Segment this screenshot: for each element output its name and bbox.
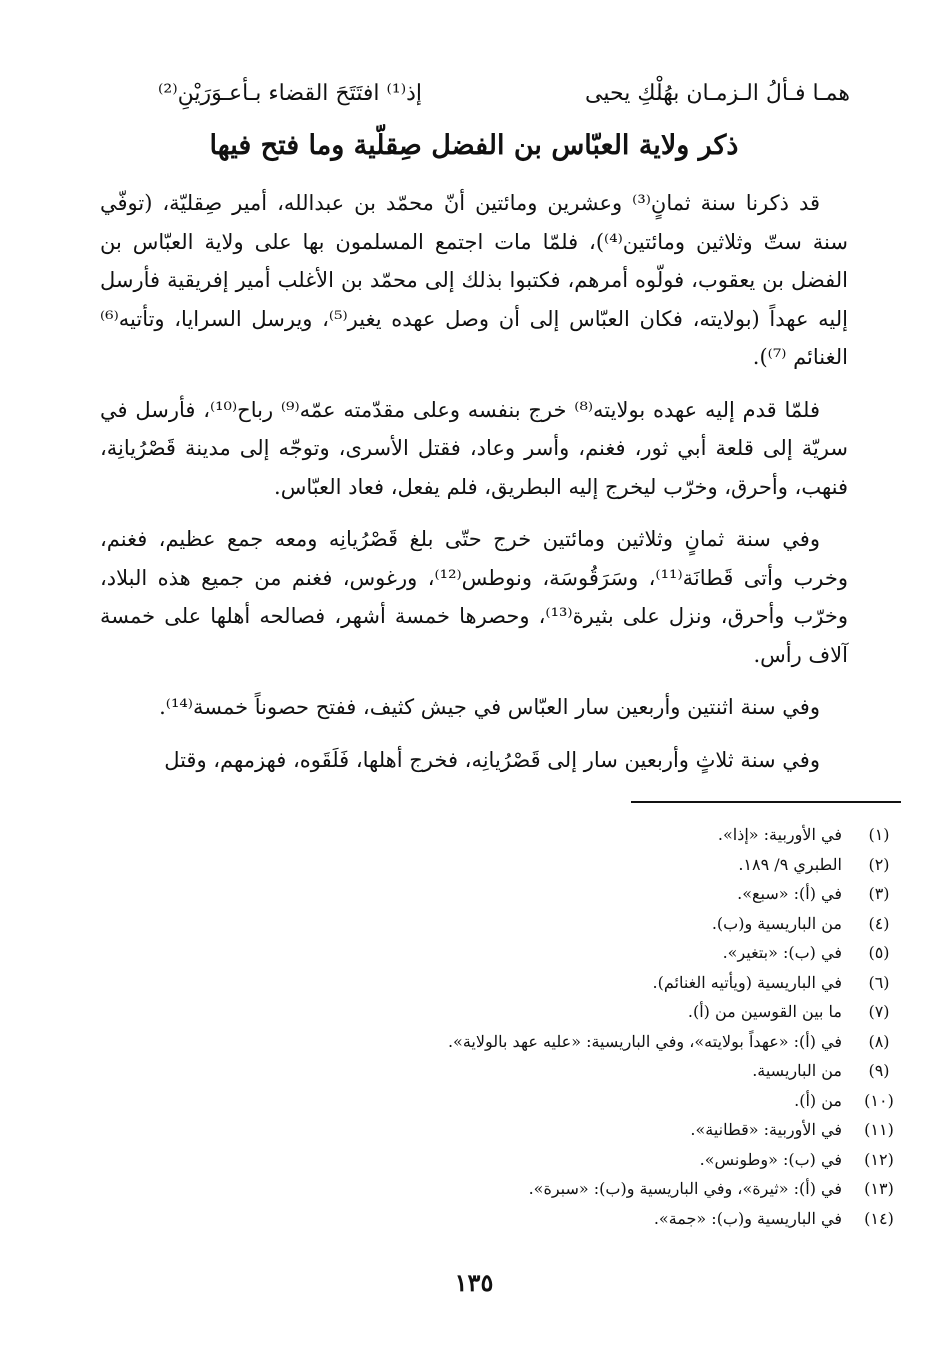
footnote-text: من الباريسية.	[752, 1061, 842, 1080]
footnote-text: في الأوربية: «قطانية».	[690, 1120, 842, 1139]
footnote-text: في الباريسية (ويأتيه الغنائم).	[652, 972, 842, 992]
paragraph: قد ذكرنا سنة ثمانٍ⁽³⁾ وعشرين ومائتين أنّ محمّد بن عبدالله، أمير صِقليّة، (توفّي سنة ستّ وثلاثين ومائتين⁽⁴⁾)، فلمّا مات اجتمع المسلمون بها على ولاية العبّاس بن الفضل بن يعقوب، فولّوه أمرهم، فكتبوا بذلك إلى محمّد بن الأغلب أمير إفريقية فأرسل إليه عهداً (بولايته، فكان العبّاس إلى أن وصل عهده يغير⁽⁵⁾، ويرسل السرايا، وتأتيه⁽⁶⁾ الغنائم ⁽⁷⁾).	[100, 191, 848, 369]
footnote-text: في (ب): «بتغير».	[722, 943, 842, 962]
footnote-item	[42, 820, 902, 850]
page-number: ١٣٥	[454, 1268, 494, 1297]
footnote-item	[42, 850, 902, 880]
footnote-number: (٢)	[868, 854, 890, 874]
footnote-number: (٣)	[868, 884, 890, 903]
footnote-text: في (أ): «عهداً بولايته»، وفي الباريسية: «عليه عهد بالولاية».	[447, 1031, 842, 1051]
paragraph: فلمّا قدم إليه عهده بولايته⁽⁸⁾ خرج بنفسه وعلى مقدّمته عمّه⁽⁹⁾ رباح⁽¹⁰⁾، فأرسل في سريّة إلى قلعة أبي ثور، فغنم، وأسر وعاد، فقتل الأسرى، وتوجّه إلى مدينة قَصْرُيانِة، فنهب، وأحرق، وخرّب ليخرج إليه البطريق، فلم يفعل، فعاد العبّاس.	[100, 397, 848, 499]
poem-verse	[150, 74, 850, 114]
section-heading: ذكر ولاية العبّاس بن الفضل صِقلّية وما فتح فيها	[209, 130, 739, 161]
footnote-text: ما بين القوسين من (أ).	[687, 1002, 842, 1021]
footnote-number: (١٤)	[864, 1208, 894, 1228]
footnote-text: من (أ).	[794, 1090, 842, 1110]
verse-second-hemistich: إذ⁽¹⁾ افتَتَحَ القضاء بـأعـوَرَيْنِ⁽²⁾	[158, 81, 423, 106]
footnote-number: (١١)	[864, 1120, 894, 1139]
paragraph: وفي سنة ثمانٍ وثلاثين ومائتين خرج حتّى بلغ قَصْرُيانِه ومعه جمع عظيم، فغنم، وخرب وأتى قَطانَة⁽¹¹⁾، وسَرَقُوسَة، ونوطس⁽¹²⁾، ورغوس، فغنم من جميع هذه البلاد، وخرّب وأحرق، ونزل على بثيرة⁽¹³⁾، وحصرها خمسة أشهر، فصالحه أهلها على خمسة آلاف رأس.	[100, 527, 848, 667]
paragraph: وفي سنة اثنتين وأربعين سار العبّاس في جيش كثيف، ففتح حصوناً خمسة⁽¹⁴⁾.	[159, 695, 820, 719]
footnote-number: (٨)	[868, 1031, 890, 1051]
footnote-item	[42, 1056, 902, 1086]
footnote-number: (٤)	[868, 913, 890, 933]
footnote-number: (١٢)	[864, 1149, 894, 1169]
footnote-divider	[631, 801, 901, 803]
footnote-item	[42, 938, 902, 968]
footnote-item	[42, 879, 902, 909]
footnote-text: في الأوربية: «إذا».	[717, 825, 842, 844]
footnote-item	[42, 909, 902, 939]
footnote-item	[42, 1204, 902, 1234]
footnote-item	[42, 1174, 902, 1204]
footnote-text: في (ب): «وطونس».	[699, 1149, 842, 1169]
main-text	[100, 184, 848, 793]
footnote-item	[42, 1145, 902, 1175]
footnote-item	[42, 997, 902, 1027]
footnote-text: في الباريسية و(ب): «جمة».	[653, 1208, 842, 1228]
footnote-item	[42, 1115, 902, 1145]
footnote-text: الطبري ٩/ ١٨٩.	[738, 854, 842, 874]
footnote-number: (١٠)	[864, 1090, 894, 1110]
footnote-number: (٥)	[868, 943, 890, 962]
footnote-text: في (أ): «سبع».	[737, 884, 842, 903]
footnote-item	[42, 1027, 902, 1057]
footnote-item	[42, 1086, 902, 1116]
footnote-number: (٦)	[868, 972, 890, 992]
footnote-number: (٧)	[868, 1002, 890, 1021]
verse-first-hemistich: همـا فـألُ الـزمـان بهُلْكِ يحيى	[585, 81, 850, 106]
footnote-number: (١٣)	[864, 1179, 894, 1198]
footnote-number: (٩)	[868, 1061, 890, 1080]
footnote-text: في (أ): «ثيرة»، وفي الباريسية و(ب): «سبرة».	[528, 1179, 842, 1198]
footnote-text: من الباريسية و(ب).	[711, 913, 842, 933]
footnote-item	[42, 968, 902, 998]
footnote-number: (١)	[868, 825, 890, 844]
paragraph: وفي سنة ثلاثٍ وأربعين سار إلى قَصْرُيانِه، فخرج أهلها، فَلَقَوه، فهزمهم، وقتل	[164, 747, 820, 772]
footnotes-list	[42, 820, 902, 1233]
